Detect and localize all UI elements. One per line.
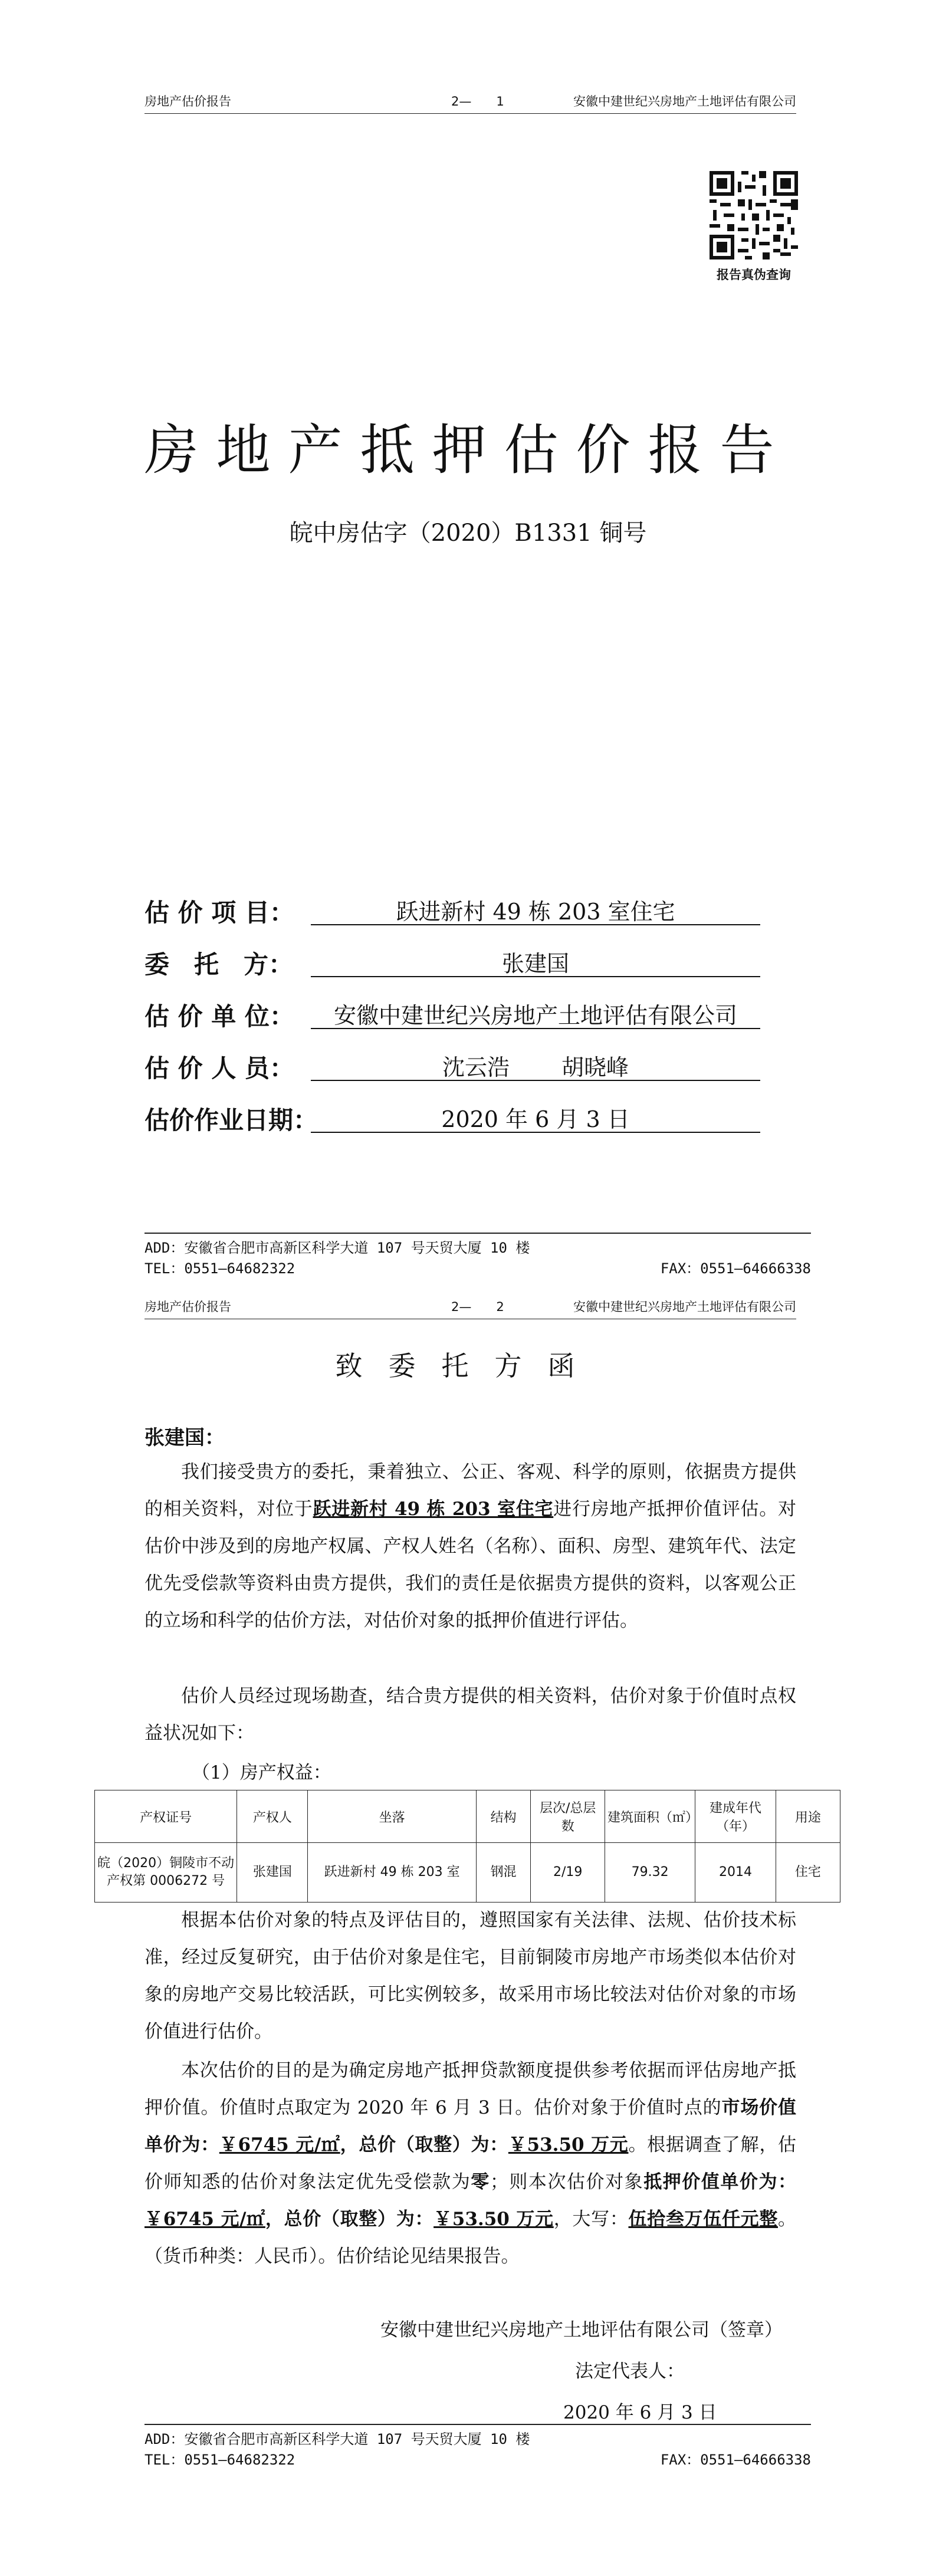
info-label: 委 托 方：: [144, 950, 294, 979]
table-cell: 住宅: [776, 1843, 840, 1903]
footer-fax: FAX：0551—64666338: [660, 2452, 811, 2468]
report-title: 房地产抵押估价报告: [144, 419, 792, 482]
mortgage-unit-price: ￥6745 元/㎡: [144, 2209, 265, 2230]
header-title: 房地产估价报告: [144, 94, 231, 109]
paragraph-conclusion: [144, 2052, 796, 2275]
table-header: 产权证号: [95, 1790, 237, 1843]
market-unit-price: ￥6745 元/㎡: [219, 2134, 340, 2156]
footer-tel: TEL：0551—64682322: [144, 1260, 295, 1277]
paragraph-method: 根据本估价对象的特点及评估目的，遵照国家有关法律、法规、估价技术标准，经过反复研究，由于估价对象是住宅，目前铜陵市房地产市场类似本估价对象的房地产交易比较活跃，可比实例较多，故采用市场比较法对估价对象的市场价值进行估价。: [144, 1910, 796, 2042]
info-value: 安徽中建世纪兴房地产土地评估有限公司: [311, 997, 760, 1029]
info-value: 2020 年 6 月 3 日: [311, 1101, 760, 1133]
table-row: [95, 1843, 840, 1903]
text: 。根据调查了解，估价师知悉的估价对象法定优先受偿款为: [144, 2134, 797, 2193]
table-header: 建筑面积（㎡）: [605, 1790, 695, 1843]
qr-code-icon: [710, 171, 798, 259]
market-total-price: ￥53.50 万元: [508, 2134, 629, 2156]
info-row: [144, 997, 764, 1033]
text: ，大写：: [553, 2209, 629, 2230]
info-label: 估 价 项 目：: [144, 898, 294, 927]
info-label: 估 价 单 位：: [144, 1002, 294, 1031]
letter-salutation: 张建国：: [144, 1426, 225, 1450]
info-row: [144, 1049, 764, 1085]
table-header: 建成年代（年）: [695, 1790, 776, 1843]
info-label: 估价作业日期：: [144, 1106, 318, 1135]
page-header: [144, 91, 796, 114]
info-row: [144, 1101, 764, 1136]
footer-phone-row: [144, 2450, 811, 2470]
page-header: [144, 1296, 796, 1319]
table-header: 坐落: [308, 1790, 476, 1843]
table-header: 结构: [476, 1790, 531, 1843]
header-page-number: 2— 1: [451, 94, 504, 109]
footer-tel: TEL：0551—64682322: [144, 2452, 295, 2468]
report-number: 皖中房估字（2020）B1331 铜号: [289, 520, 647, 547]
page-footer: [144, 1233, 811, 1279]
info-row: [144, 893, 764, 929]
info-value: 跃进新村 49 栋 203 室住宅: [311, 893, 760, 925]
footer-divider: [144, 1233, 811, 1234]
qr-caption: 报告真伪查询: [717, 268, 791, 282]
priority-claim: 零: [471, 2171, 490, 2193]
amount-in-words: 伍拾叁万伍仟元整: [628, 2209, 779, 2230]
info-row: [144, 945, 764, 981]
text: ，总价（取整）为：: [265, 2209, 434, 2230]
header-company: 安徽中建世纪兴房地产土地评估有限公司: [573, 1300, 796, 1314]
header-title: 房地产估价报告: [144, 1300, 231, 1314]
table-cell: 79.32: [605, 1843, 695, 1903]
footer-phone-row: [144, 1259, 811, 1279]
header-company: 安徽中建世纪兴房地产土地评估有限公司: [573, 94, 796, 109]
footer-fax: FAX：0551—64666338: [660, 1260, 811, 1277]
mortgage-total-price: ￥53.50 万元: [433, 2209, 554, 2230]
signature-representative: 法定代表人：: [575, 2361, 685, 2382]
page-footer: [144, 2424, 811, 2470]
letter-heading: 致委托方函: [335, 1350, 601, 1382]
info-label: 估 价 人 员：: [144, 1054, 294, 1083]
header-page-number: 2— 2: [451, 1300, 504, 1314]
text: 抵押价值单价为：: [643, 2171, 797, 2193]
signature-company: 安徽中建世纪兴房地产土地评估有限公司（签章）: [380, 2319, 783, 2341]
table-cell: 跃进新村 49 栋 203 室: [308, 1843, 476, 1903]
text: 进行房地产抵押价值评估。对估价中涉及到的房地产权属、产权人姓名（名称）、面积、房型、建筑年代、法定优先受偿款等资料由贵方提供，我们的责任是依据贵方提供的资料，以客观公正的立场和科学的估价方法，对估价对象的抵押价值进行评估。: [144, 1499, 796, 1631]
text: ；则本次估价对象: [490, 2171, 644, 2193]
table-cell: 2014: [695, 1843, 776, 1903]
table-header: 用途: [776, 1790, 840, 1843]
property-address: 跃进新村 49 栋 203 室住宅: [313, 1499, 554, 1520]
table-header: 产权人: [237, 1790, 308, 1843]
footer-divider: [144, 2424, 811, 2425]
text: 。（货币种类：人民币）。估价结论见结果报告。: [144, 2209, 797, 2267]
text: 本次估价的目的是为确定房地产抵押贷款额度提供参考依据而评估房地产抵押价值。价值时点取定为 2020 年 6 月 3 日。估价对象于价值时点的: [144, 2060, 796, 2118]
table-cell: 张建国: [237, 1843, 308, 1903]
info-value: 沈云浩 胡晓峰: [311, 1049, 760, 1081]
footer-address: ADD：安徽省合肥市高新区科学大道 107 号天贸大厦 10 楼: [144, 1240, 530, 1256]
signature-date: 2020 年 6 月 3 日: [563, 2402, 717, 2423]
text: 我们接受贵方的委托，秉着独立、公正、客观、科学的原则，依据贵方提供的相关资料，对位于: [144, 1461, 796, 1520]
text: 市场价值单价为：: [144, 2097, 797, 2156]
footer-address: ADD：安徽省合肥市高新区科学大道 107 号天贸大厦 10 楼: [144, 2431, 530, 2447]
table-header-row: [95, 1790, 840, 1843]
subsection-title: （1）房产权益：: [192, 1762, 331, 1783]
paragraph-intro: [144, 1454, 796, 1639]
text: ，总价（取整）为：: [340, 2134, 508, 2156]
table-header: 层次/总层数: [531, 1790, 605, 1843]
property-table: [94, 1790, 840, 1903]
paragraph-survey: 估价人员经过现场勘查，结合贵方提供的相关资料，估价对象于价值时点权益状况如下：: [144, 1685, 796, 1744]
table-cell: 2/19: [531, 1843, 605, 1903]
letter-page: [0, 1286, 936, 2576]
table-cell: 钢混: [476, 1843, 531, 1903]
cover-page: [0, 0, 936, 1286]
table-cell: 皖（2020）铜陵市不动产权第 0006272 号: [95, 1843, 237, 1903]
info-value: 张建国: [311, 945, 760, 977]
